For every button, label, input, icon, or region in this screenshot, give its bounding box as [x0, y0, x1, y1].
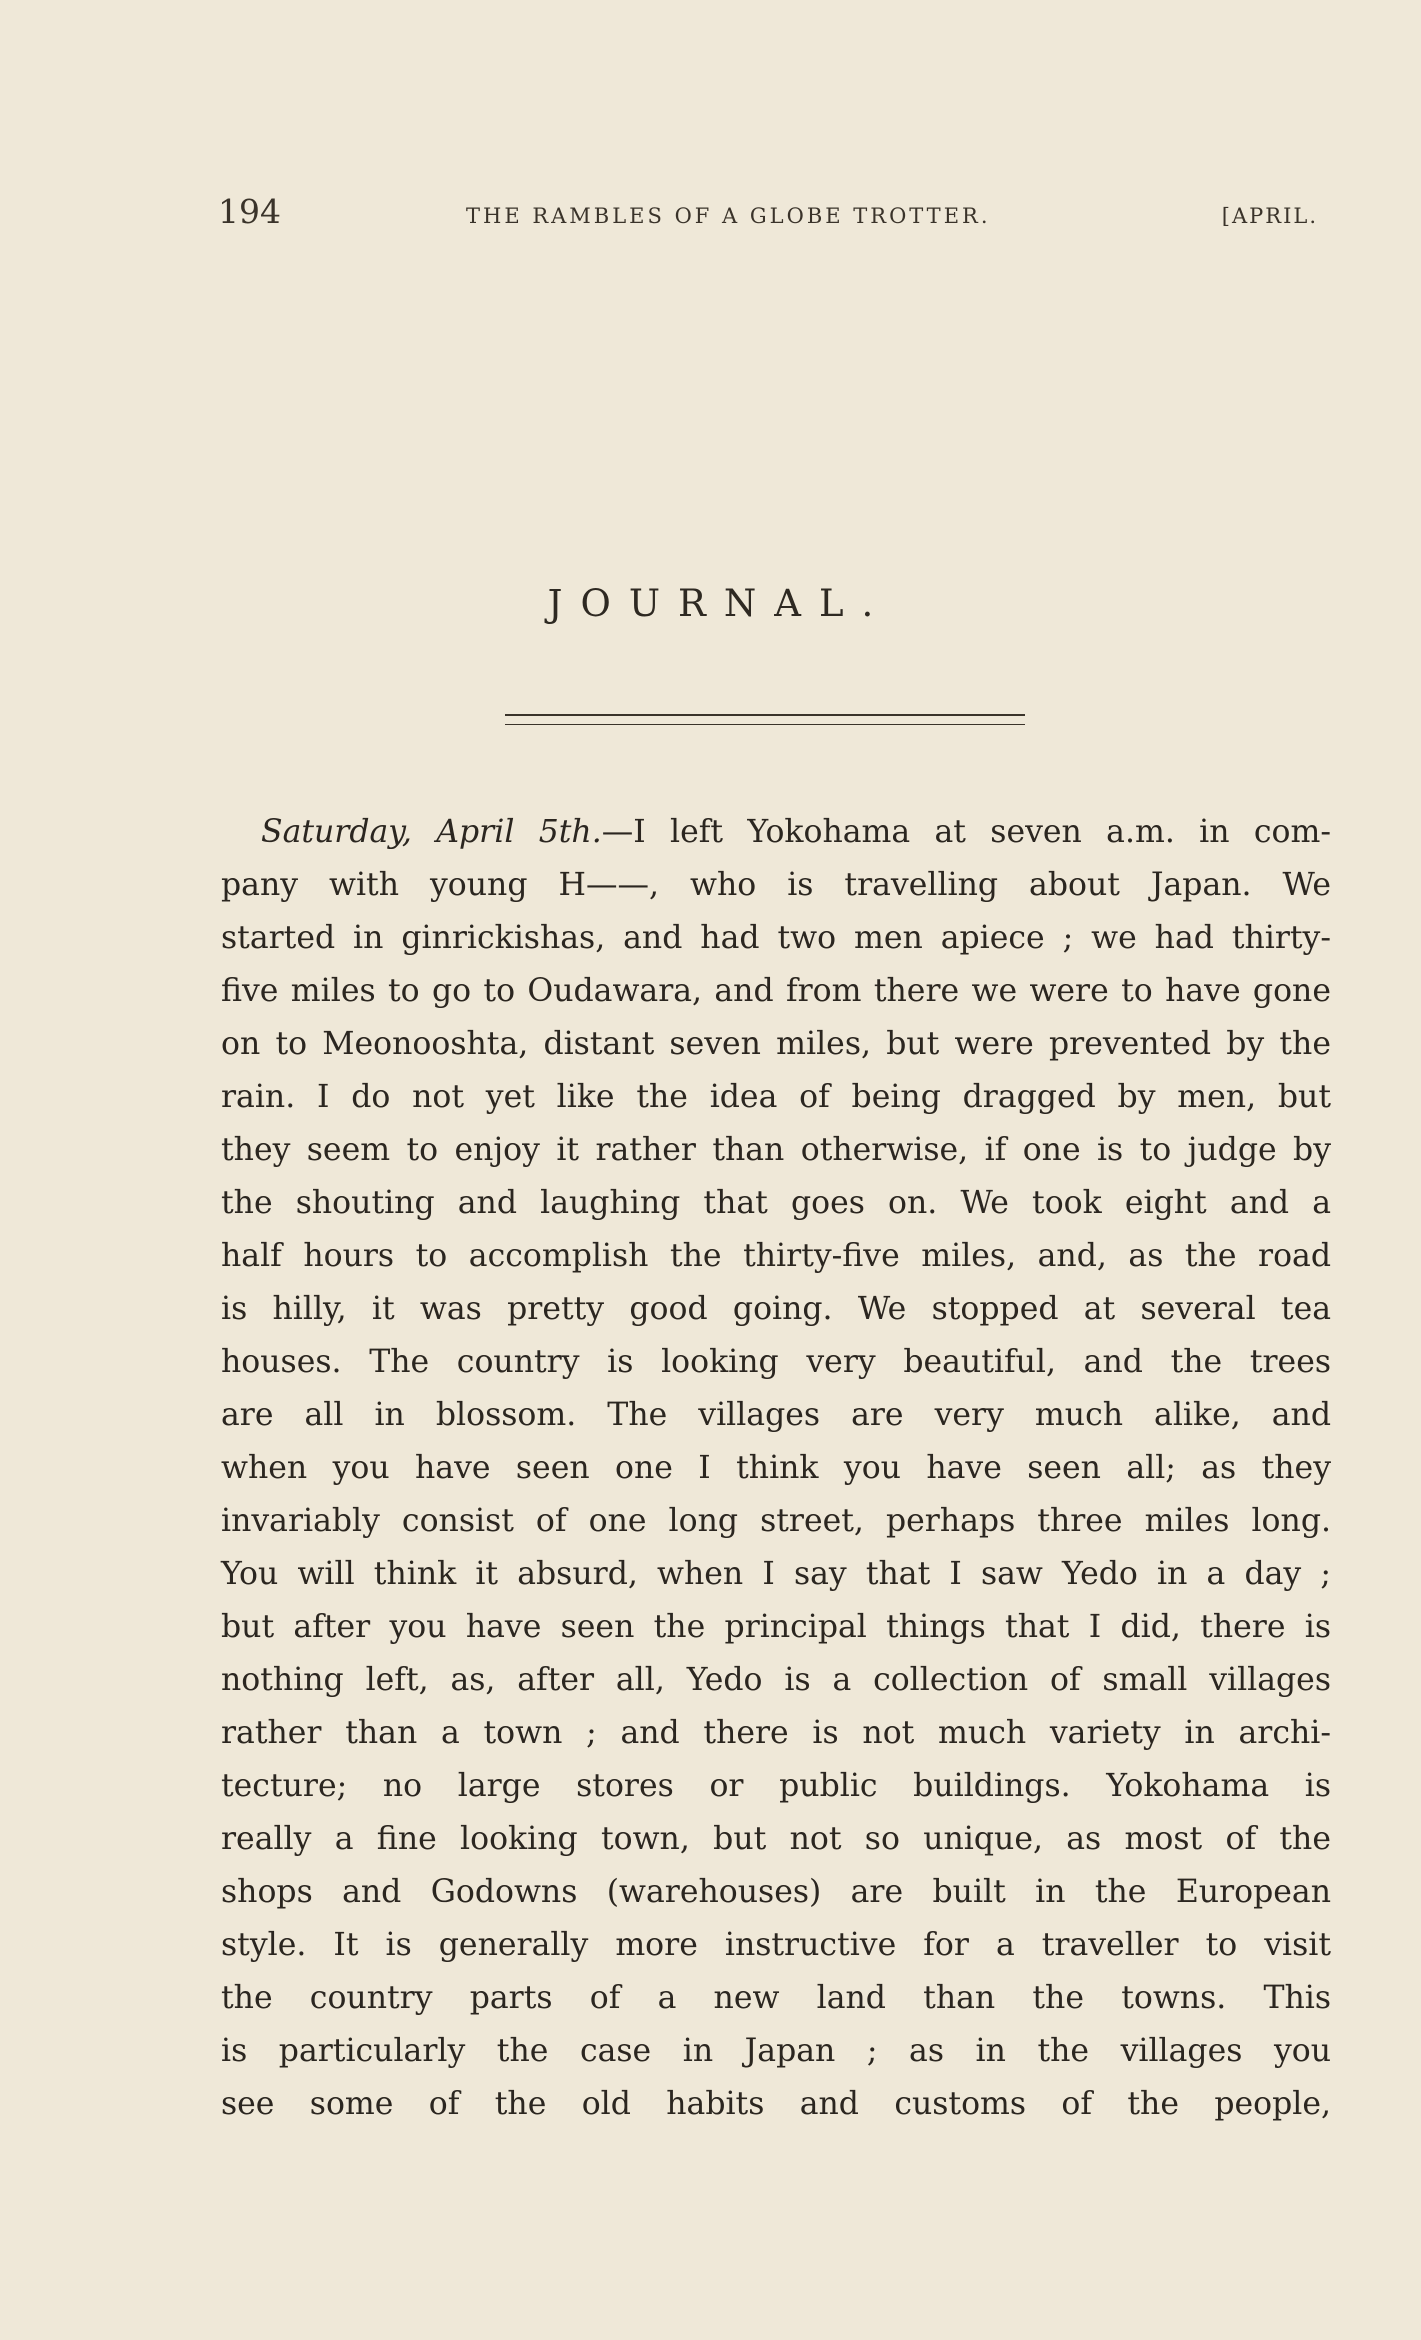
paragraph-line: they seem to enjoy it rather than otherwise, if one is to judge by [221, 1132, 1331, 1168]
paragraph-line: are all in blossom. The villages are very much alike, and [221, 1397, 1331, 1433]
section-heading: JOURNAL. [547, 582, 892, 625]
running-month: [APRIL. [1221, 204, 1318, 228]
paragraph-line: five miles to go to Oudawara, and from there we were to have gone [221, 973, 1331, 1009]
paragraph-line: really a fine looking town, but not so unique, as most of the [221, 1821, 1331, 1857]
entry-date: Saturday, April 5th. [261, 814, 602, 850]
paragraph-line: rather than a town ; and there is not much variety in archi- [221, 1715, 1331, 1751]
paragraph-line: You will think it absurd, when I say that I saw Yedo in a day ; [221, 1556, 1331, 1592]
paragraph-line: rain. I do not yet like the idea of being dragged by men, but [221, 1079, 1331, 1115]
paragraph-line: style. It is generally more instructive for a traveller to visit [221, 1927, 1331, 1963]
paragraph-line: but after you have seen the principal things that I did, there is [221, 1609, 1331, 1645]
paragraph-line: started in ginrickishas, and had two men apiece ; we had thirty- [221, 920, 1331, 956]
paragraph-line: pany with young H——, who is travelling about Japan. We [221, 867, 1331, 903]
paragraph-line: the country parts of a new land than the towns. This [221, 1980, 1331, 2016]
paragraph-line: nothing left, as, after all, Yedo is a collection of small villages [221, 1662, 1331, 1698]
journal-paragraph [221, 806, 1331, 2131]
paragraph-line: when you have seen one I think you have seen all; as they [221, 1450, 1331, 1486]
paragraph-line: is particularly the case in Japan ; as in the villages you [221, 2033, 1331, 2069]
paragraph-line: see some of the old habits and customs of the people, [221, 2086, 1331, 2122]
running-title: THE RAMBLES OF A GLOBE TROTTER. [466, 204, 991, 228]
page-number: 194 [218, 192, 281, 231]
paragraph-line [221, 806, 1331, 859]
paragraph-line: tecture; no large stores or public buildings. Yokohama is [221, 1768, 1331, 1804]
paragraph-line: is hilly, it was pretty good going. We stopped at several tea [221, 1291, 1331, 1327]
paragraph-line: houses. The country is looking very beautiful, and the trees [221, 1344, 1331, 1380]
paragraph-line: the shouting and laughing that goes on. We took eight and a [221, 1185, 1331, 1221]
paragraph-line: on to Meonooshta, distant seven miles, but were prevented by the [221, 1026, 1331, 1062]
paragraph-line: half hours to accomplish the thirty-five miles, and, as the road [221, 1238, 1331, 1274]
first-line-text: —I left Yokohama at seven a.m. in com- [601, 814, 1331, 850]
running-head [218, 192, 1318, 242]
double-rule-divider [505, 714, 1025, 725]
paragraph-line: invariably consist of one long street, perhaps three miles long. [221, 1503, 1331, 1539]
paragraph-line: shops and Godowns (warehouses) are built in the European [221, 1874, 1331, 1910]
